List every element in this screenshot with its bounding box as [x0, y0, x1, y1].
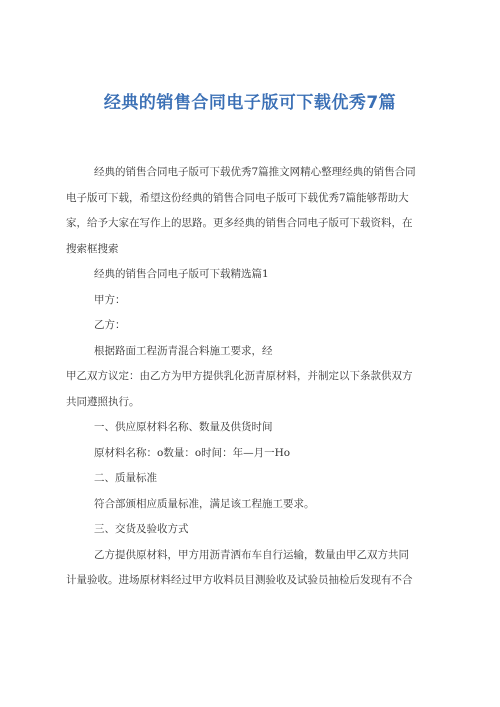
paragraph-line: 计量验收。进场原材料经过甲方收料员目测验收及试验员抽检后发现有不合: [66, 574, 413, 586]
paragraph-line: 搜索框搜索: [66, 242, 119, 255]
paragraph-line: 家，给予大家在写作上的思路。更多经典的销售合同电子版可下载资料，在: [66, 217, 413, 229]
paragraph-line: 电子版可下载，希望这份经典的销售合同电子版可下载优秀7篇能够帮助大: [66, 191, 409, 204]
paragraph-line: 经典的销售合同电子版可下载优秀7篇推文网精心整理经典的销售合同: [94, 166, 416, 178]
paragraph-line: 甲乙双方议定：由乙方为甲方提供乳化沥青原材料，并制定以下条款供双方: [66, 370, 413, 382]
document-title: 经典的销售合同电子版可下载优秀7篇: [103, 93, 397, 113]
party-a-label: 甲方：: [94, 293, 126, 306]
clause-heading: 二、质量标准: [94, 472, 157, 484]
party-b-label: 乙方：: [94, 319, 126, 331]
section-heading: 经典的销售合同电子版可下载精选篇1: [94, 268, 269, 280]
clause-heading: 一、供应原材料名称、数量及供货时间: [94, 421, 273, 433]
paragraph-line: 乙方提供原材料，甲方用沥青洒布车自行运输，数量由甲乙双方共同: [94, 548, 409, 561]
paragraph-line: 符合部颁相应质量标准，满足该工程施工要求。: [94, 497, 315, 510]
paragraph-line: 原材料名称：o数量：o时间：年—月一Ho: [94, 446, 291, 459]
paragraph-line: 共同遵照执行。: [66, 395, 140, 408]
document-body: [66, 160, 438, 594]
paragraph-line: 根据路面工程沥青混合料施工要求，经: [94, 344, 273, 357]
clause-heading: 三、交货及验收方式: [94, 523, 189, 535]
